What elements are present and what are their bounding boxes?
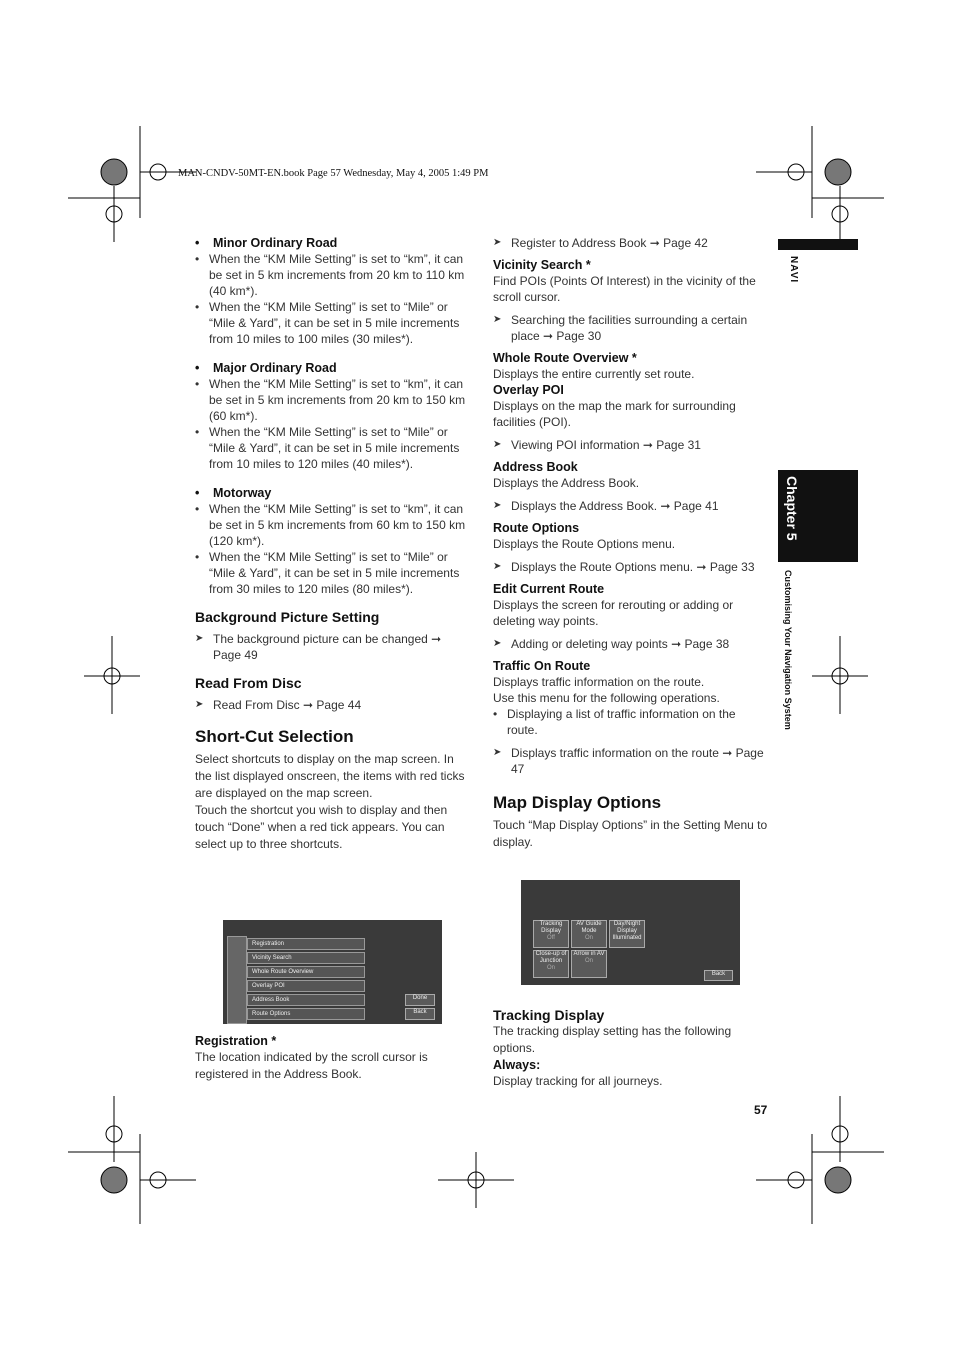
map-option-label: Close-up of Junction — [535, 951, 567, 964]
shortcut-list-item[interactable]: Registration — [247, 938, 365, 950]
traffic-bullet: • Displaying a list of traffic information on the route. — [493, 706, 768, 738]
map-option-value: On — [584, 935, 593, 941]
map-option-label: AV Guide Mode — [576, 921, 602, 934]
map-option-button[interactable] — [571, 920, 607, 948]
left-bottom — [195, 1033, 470, 1083]
address-ref: ➤ Displays the Address Book. ➞ Page 41 — [493, 498, 768, 514]
traffic-text-1: Displays traffic information on the route. — [493, 675, 705, 689]
map-option-value: On — [546, 965, 555, 971]
map-options-screenshot — [521, 880, 740, 985]
vicinity-ref: ➤ Searching the facilities surrounding a certain place ➞ Page 30 — [493, 312, 768, 344]
navi-label: NAVI — [788, 256, 799, 284]
map-option-label: Arrow in AV — [573, 951, 605, 957]
map-option-label: Tracking Display — [539, 921, 563, 934]
tracking-title: Tracking Display — [493, 1007, 605, 1023]
shortcut-title: Short-Cut Selection — [195, 727, 354, 746]
chapter-tab — [778, 470, 858, 562]
overlay-ref: ➤ Viewing POI information ➞ Page 31 — [493, 437, 768, 453]
motorway-bullet-1: • When the “KM Mile Setting” is set to “km”, it can be set in 5 km increments from 60 km to 150 km (120 km*). — [195, 501, 470, 549]
minor-bullet-1: • When the “KM Mile Setting” is set to “km”, it can be set in 5 km increments from 20 km to 110 km (40 km*). — [195, 251, 470, 299]
traffic-title: Traffic On Route — [493, 659, 591, 673]
shortcut-list-item[interactable]: Overlay POI — [247, 980, 365, 992]
map-option-button[interactable] — [609, 920, 645, 948]
shortcut-p1: Select shortcuts to display on the map screen. In the list displayed onscreen, the items with red ticks are displayed on the map screen. — [195, 752, 465, 800]
map-title: Map Display Options — [493, 793, 662, 812]
motorway-bullet-2: • When the “KM Mile Setting” is set to “Mile” or “Mile & Yard”, it can be set in 5 mile increments from 30 miles to 120 miles (80 miles*). — [195, 549, 470, 597]
major-bullet-2: • When the “KM Mile Setting” is set to “Mile” or “Mile & Yard”, it can be set in 5 mile increments from 10 miles to 120 miles (40 miles*). — [195, 424, 470, 472]
disc-ref: ➤ Read From Disc ➞ Page 44 — [195, 697, 470, 713]
done-button[interactable]: Done — [405, 994, 435, 1006]
whole-title: Whole Route Overview * — [493, 351, 637, 365]
map-option-button[interactable] — [571, 950, 607, 978]
shortcut-list-item[interactable]: Route Options — [247, 1008, 365, 1020]
map-option-value: On — [584, 958, 593, 964]
shortcut-screenshot — [223, 920, 442, 1024]
motorway-title: • Motorway — [195, 485, 470, 501]
shortcut-list-item[interactable]: Whole Route Overview — [247, 966, 365, 978]
map-option-value: Off — [547, 935, 555, 941]
map-text: Touch “Map Display Options” in the Setting Menu to display. — [493, 818, 768, 849]
right-column — [493, 235, 768, 851]
route-text: Displays the Route Options menu. — [493, 537, 676, 551]
address-title: Address Book — [493, 460, 578, 474]
chapter-label: Chapter 5 — [784, 476, 800, 541]
minor-title: • Minor Ordinary Road — [195, 235, 470, 251]
back-button[interactable]: Back — [405, 1008, 435, 1020]
edit-ref: ➤ Adding or deleting way points ➞ Page 38 — [493, 636, 768, 652]
route-ref: ➤ Displays the Route Options menu. ➞ Page 33 — [493, 559, 768, 575]
whole-text: Displays the entire currently set route. — [493, 367, 695, 381]
minor-bullet-2: • When the “KM Mile Setting” is set to “Mile” or “Mile & Yard”, it can be set in 5 mile increments from 10 miles to 100 miles (30 miles*). — [195, 299, 470, 347]
right-bottom — [493, 1007, 768, 1090]
disc-title: Read From Disc — [195, 675, 302, 691]
overlay-text: Displays on the map the mark for surrounding facilities (POI). — [493, 399, 736, 429]
vicinity-title: Vicinity Search * — [493, 258, 591, 272]
shortcut-p2: Touch the shortcut you wish to display and then touch “Done” when a red tick appears. You can select up to three shortcuts. — [195, 803, 448, 851]
chapter-subtitle: Customising Your Navigation System — [783, 570, 793, 730]
route-title: Route Options — [493, 521, 580, 535]
always-text: Display tracking for all journeys. — [493, 1074, 663, 1088]
reg-ref: ➤ Register to Address Book ➞ Page 42 — [493, 235, 768, 251]
left-column — [195, 235, 470, 853]
page-number: 57 — [754, 1103, 768, 1117]
map-back-button[interactable]: Back — [704, 970, 733, 981]
bg-ref: ➤ The background picture can be changed ➞ Page 49 — [195, 631, 470, 663]
edit-text: Displays the screen for rerouting or adding or deleting way points. — [493, 598, 734, 628]
registration-text: The location indicated by the scroll cursor is registered in the Address Book. — [195, 1050, 428, 1081]
major-title: • Major Ordinary Road — [195, 360, 470, 376]
edit-title: Edit Current Route — [493, 582, 605, 596]
navi-tab — [778, 239, 858, 250]
tracking-text: The tracking display setting has the following options. — [493, 1024, 732, 1055]
traffic-text-2: Use this menu for the following operations. — [493, 691, 720, 705]
address-text: Displays the Address Book. — [493, 476, 640, 490]
registration-title: Registration * — [195, 1034, 277, 1048]
scrollbar — [227, 936, 247, 1024]
shortcut-list-item[interactable]: Address Book — [247, 994, 365, 1006]
vicinity-text: Find POIs (Points Of Interest) in the vicinity of the scroll cursor. — [493, 274, 756, 304]
book-header: MAN-CNDV-50MT-EN.book Page 57 Wednesday, May 4, 2005 1:49 PM — [178, 168, 489, 179]
overlay-title: Overlay POI — [493, 383, 564, 397]
map-option-button[interactable] — [533, 920, 569, 948]
bg-title: Background Picture Setting — [195, 609, 380, 625]
map-option-label: Day/Night Display Illuminated — [612, 921, 642, 941]
major-bullet-1: • When the “KM Mile Setting” is set to “km”, it can be set in 5 km increments from 20 km to 150 km (60 km*). — [195, 376, 470, 424]
always-title: Always: — [493, 1058, 541, 1072]
map-option-button[interactable] — [533, 950, 569, 978]
traffic-ref: ➤ Displays traffic information on the route ➞ Page 47 — [493, 745, 768, 777]
shortcut-list-item[interactable]: Vicinity Search — [247, 952, 365, 964]
